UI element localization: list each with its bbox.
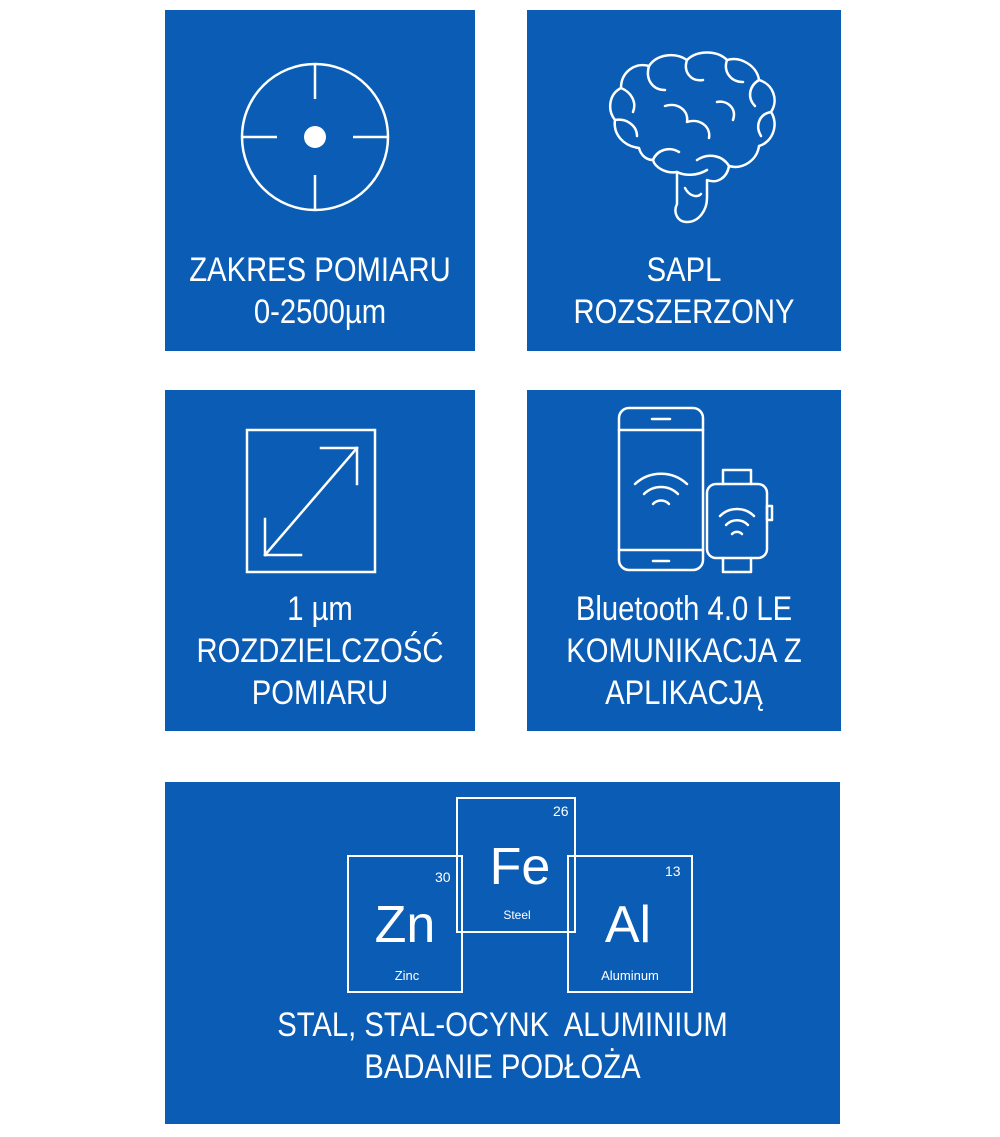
tile-measurement-range xyxy=(165,10,475,351)
label-line: KOMUNIKACJA Z xyxy=(566,632,802,670)
tile-substrate xyxy=(165,782,840,1124)
element-symbol: Zn xyxy=(374,896,436,954)
label-line: 1 µm xyxy=(287,590,353,628)
label-line: ROZSZERZONY xyxy=(573,293,795,331)
tile-resolution xyxy=(165,390,475,731)
crosshair-icon xyxy=(165,10,475,240)
label-line: ROZDZIELCZOŚĆ xyxy=(196,632,444,670)
phone-watch-wifi-icon xyxy=(527,390,841,590)
label-line: STAL, STAL-OCYNK ALUMINIUM xyxy=(277,1006,728,1044)
element-number: 30 xyxy=(435,869,451,885)
tile-substrate-label xyxy=(212,1004,793,1088)
tile-sapl xyxy=(527,10,841,351)
element-name: Zinc xyxy=(394,968,420,983)
label-line: POMIARU xyxy=(251,674,389,712)
tile-sapl-label xyxy=(549,249,819,333)
tile-resolution-label xyxy=(187,588,454,714)
element-name: Aluminum xyxy=(601,968,659,983)
label-line: BADANIE PODŁOŻA xyxy=(364,1048,641,1086)
element-symbol: Fe xyxy=(489,838,551,896)
label-line: APLIKACJĄ xyxy=(605,674,763,712)
element-number: 13 xyxy=(665,863,681,879)
tile-measurement-range-label xyxy=(187,249,454,333)
tile-bluetooth xyxy=(527,390,841,731)
brain-icon xyxy=(527,10,841,240)
element-symbol: Al xyxy=(604,896,652,954)
resize-arrow-icon xyxy=(165,390,475,590)
label-line: SAPL xyxy=(646,251,722,289)
tile-bluetooth-label xyxy=(549,588,819,714)
label-line: Bluetooth 4.0 LE xyxy=(575,590,793,628)
element-number: 26 xyxy=(553,803,569,819)
periodic-elements-icon xyxy=(165,782,840,1002)
label-line: 0-2500µm xyxy=(253,293,387,331)
label-line: ZAKRES POMIARU xyxy=(189,251,451,289)
element-name: Steel xyxy=(503,908,531,922)
